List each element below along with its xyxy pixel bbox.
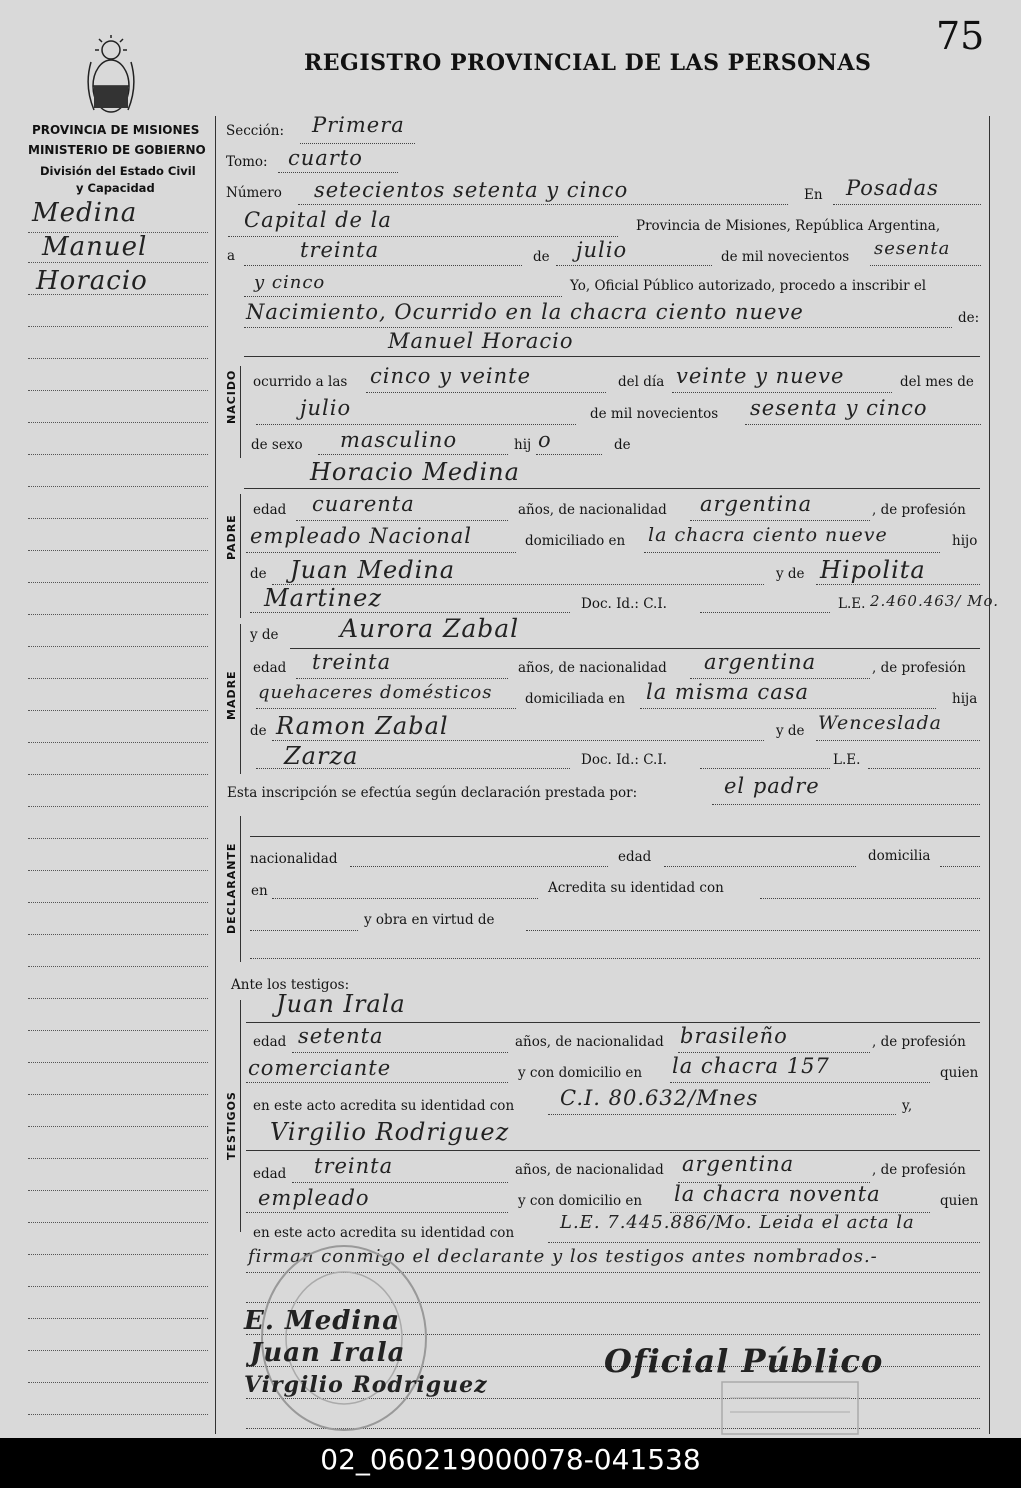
t2-quien: quien <box>940 1193 979 1209</box>
declarante-acredita-label: Acredita su identidad con <box>548 880 724 896</box>
madre-le-label: L.E. <box>833 752 861 768</box>
cierre-text: firman conmigo el declarante y los testigos antes nombrados.- <box>248 1246 878 1267</box>
padre-de-label: de <box>250 566 267 582</box>
padre-nac-label: años, de nacionalidad <box>518 502 667 518</box>
madre-nac-value: argentina <box>704 650 817 674</box>
t2-dom: la chacra noventa <box>674 1182 881 1206</box>
padre-nombre-value: Horacio Medina <box>310 458 520 486</box>
madre-madre-de: Wenceslada <box>818 712 942 734</box>
nacido-mil-label: de mil novecientos <box>590 406 719 422</box>
page-number: 75 <box>936 14 985 58</box>
t1-prof: comerciante <box>248 1056 392 1080</box>
t1-dom: la chacra 157 <box>672 1054 830 1078</box>
nacido-mes-value: julio <box>300 396 352 420</box>
declarante-edad-label: edad <box>618 849 652 865</box>
t1-prof-label: , de profesión <box>872 1034 966 1050</box>
madre-nac-label: años, de nacionalidad <box>518 660 667 676</box>
testigos-section-label: TESTIGOS <box>225 1091 238 1160</box>
madre-prof-label: , de profesión <box>872 660 966 676</box>
de2-label: de: <box>958 310 980 326</box>
footer-code: 02_060219000078-041538 <box>0 1438 1021 1488</box>
madre-nombre: Aurora Zabal <box>340 614 520 643</box>
padre-yde-label: y de <box>776 566 805 582</box>
padre-le-label: L.E. <box>838 596 866 612</box>
nombre-value: Manuel Horacio <box>388 329 574 353</box>
padre-doc-label: Doc. Id.: C.I. <box>581 596 667 612</box>
declaracion-value: el padre <box>724 774 820 798</box>
signature-oficial: Oficial Público <box>604 1342 884 1380</box>
ocurrido-label: ocurrido a las <box>253 374 348 390</box>
sexo-value: masculino <box>340 428 458 452</box>
frame-left <box>215 116 216 1434</box>
padre-dom-label: domiciliado en <box>525 533 626 549</box>
tomo-value: cuarto <box>288 146 363 170</box>
nacido-section-label: NACIDO <box>225 369 238 424</box>
nacido-de-label: de <box>614 437 631 453</box>
padre-apellido: Martinez <box>264 584 382 612</box>
declarante-section-label: DECLARANTE <box>225 842 238 934</box>
t2-prof: empleado <box>258 1186 370 1210</box>
t2-nombre: Virgilio Rodriguez <box>270 1118 510 1146</box>
coat-of-arms-icon <box>82 34 140 118</box>
dia-value: treinta <box>300 238 380 262</box>
padre-madre-de: Hipolita <box>820 556 926 584</box>
madre-hija-label: hija <box>952 691 978 707</box>
de-label: de <box>533 249 550 265</box>
madre-edad-label: edad <box>253 660 287 676</box>
madre-padre-de: Ramon Zabal <box>276 712 449 740</box>
acta-value: Nacimiento, Ocurrido en la chacra ciento nueve <box>246 300 804 324</box>
t1-nombre: Juan Irala <box>276 990 406 1018</box>
padre-padre-de: Juan Medina <box>290 556 456 584</box>
hijo-label: hij <box>514 437 532 453</box>
madre-yde-label: y de <box>250 627 279 643</box>
a-label: a <box>227 248 236 264</box>
t2-edad-label: edad <box>253 1166 287 1182</box>
province-name: PROVINCIA DE MISIONES <box>32 123 200 137</box>
frame-right <box>989 116 990 1434</box>
declarante-obra-label: y obra en virtud de <box>364 912 495 928</box>
t1-edad-label: edad <box>253 1034 287 1050</box>
division-name-2: y Capacidad <box>76 181 155 195</box>
document-title: REGISTRO PROVINCIAL DE LAS PERSONAS <box>304 50 872 76</box>
padre-le-value: 2.460.463/ Mo. <box>870 592 1000 610</box>
t2-acredita-label: en este acto acredita su identidad con <box>253 1225 515 1241</box>
hijo-value: o <box>538 428 552 452</box>
madre-section-label: MADRE <box>225 670 238 720</box>
padre-hijo-label: hijo <box>952 533 978 549</box>
t1-nac-label: años, de nacionalidad <box>515 1034 664 1050</box>
declaracion-label: Esta inscripción se efectúa según declaración prestada por: <box>227 785 638 801</box>
nacido-anio-value: sesenta y cinco <box>750 396 928 420</box>
tomo-label: Tomo: <box>226 154 268 170</box>
division-name: División del Estado Civil <box>40 164 196 178</box>
t1-y: y, <box>902 1098 913 1114</box>
t1-acredita-label: en este acto acredita su identidad con <box>253 1098 515 1114</box>
madre-edad-value: treinta <box>312 650 392 674</box>
padre-nac-value: argentina <box>700 492 813 516</box>
madre-dom-value: la misma casa <box>646 680 810 704</box>
t2-nac-label: años, de nacionalidad <box>515 1162 664 1178</box>
signature-declarante: E. Medina <box>244 1306 401 1336</box>
padre-edad-label: edad <box>253 502 287 518</box>
t2-nac: argentina <box>682 1152 795 1176</box>
en-label: En <box>804 187 823 203</box>
margin-firstname: Manuel <box>42 232 148 262</box>
mil-label: de mil novecientos <box>721 249 850 265</box>
seccion-value: Primera <box>312 113 405 137</box>
sexo-label: de sexo <box>251 437 303 453</box>
anio-value-2: y cinco <box>254 272 326 293</box>
t1-edad: setenta <box>298 1024 384 1048</box>
padre-prof-label: , de profesión <box>872 502 966 518</box>
seccion-label: Sección: <box>226 123 285 139</box>
t2-dom-label: y con domicilio en <box>518 1193 643 1209</box>
nacido-dia-value: veinte y nueve <box>676 364 845 388</box>
ante-testigos-label: Ante los testigos: <box>231 977 350 993</box>
declarante-nac-label: nacionalidad <box>250 851 338 867</box>
t1-nac: brasileño <box>680 1024 788 1048</box>
signature-testigo-1: Juan Irala <box>250 1338 406 1368</box>
padre-section-label: PADRE <box>225 514 238 560</box>
mes-value: julio <box>576 238 628 262</box>
dia-label: del día <box>618 374 665 390</box>
madre-apellido: Zarza <box>284 742 359 770</box>
padre-prof-value: empleado Nacional <box>250 524 472 548</box>
capital-value: Capital de la <box>244 208 392 232</box>
oficial-label: Yo, Oficial Público autorizado, procedo a inscribir el <box>570 278 927 294</box>
provincia-label: Provincia de Misiones, República Argentina, <box>636 218 941 234</box>
en-value: Posadas <box>846 176 939 200</box>
numero-value: setecientos setenta y cinco <box>314 178 629 202</box>
padre-edad-value: cuarenta <box>312 492 415 516</box>
t2-doc: L.E. 7.445.886/Mo. Leida el acta la <box>560 1212 915 1233</box>
hora-value: cinco y veinte <box>370 364 532 388</box>
madre-de-label: de <box>250 723 267 739</box>
signature-testigo-2: Virgilio Rodriguez <box>244 1372 488 1398</box>
madre-prof-value: quehaceres domésticos <box>258 682 493 703</box>
t2-prof-label: , de profesión <box>872 1162 966 1178</box>
padre-dom-value: la chacra ciento nueve <box>648 524 888 546</box>
t2-edad: treinta <box>314 1154 394 1178</box>
ministry-name: MINISTERIO DE GOBIERNO <box>28 143 206 157</box>
anio-value: sesenta <box>874 238 951 259</box>
declarante-dom-label: domicilia <box>868 848 931 864</box>
madre-yde2-label: y de <box>776 723 805 739</box>
madre-dom-label: domiciliada en <box>525 691 626 707</box>
numero-label: Número <box>226 185 282 201</box>
mes-label: del mes de <box>900 374 974 390</box>
t1-dom-label: y con domicilio en <box>518 1065 643 1081</box>
margin-surname: Medina <box>32 198 138 228</box>
margin-middlename: Horacio <box>36 266 148 296</box>
declarante-en-label: en <box>251 883 268 899</box>
t1-doc: C.I. 80.632/Mnes <box>560 1086 759 1110</box>
t1-quien: quien <box>940 1065 979 1081</box>
official-stamp-icon <box>720 1380 860 1436</box>
madre-doc-label: Doc. Id.: C.I. <box>581 752 667 768</box>
